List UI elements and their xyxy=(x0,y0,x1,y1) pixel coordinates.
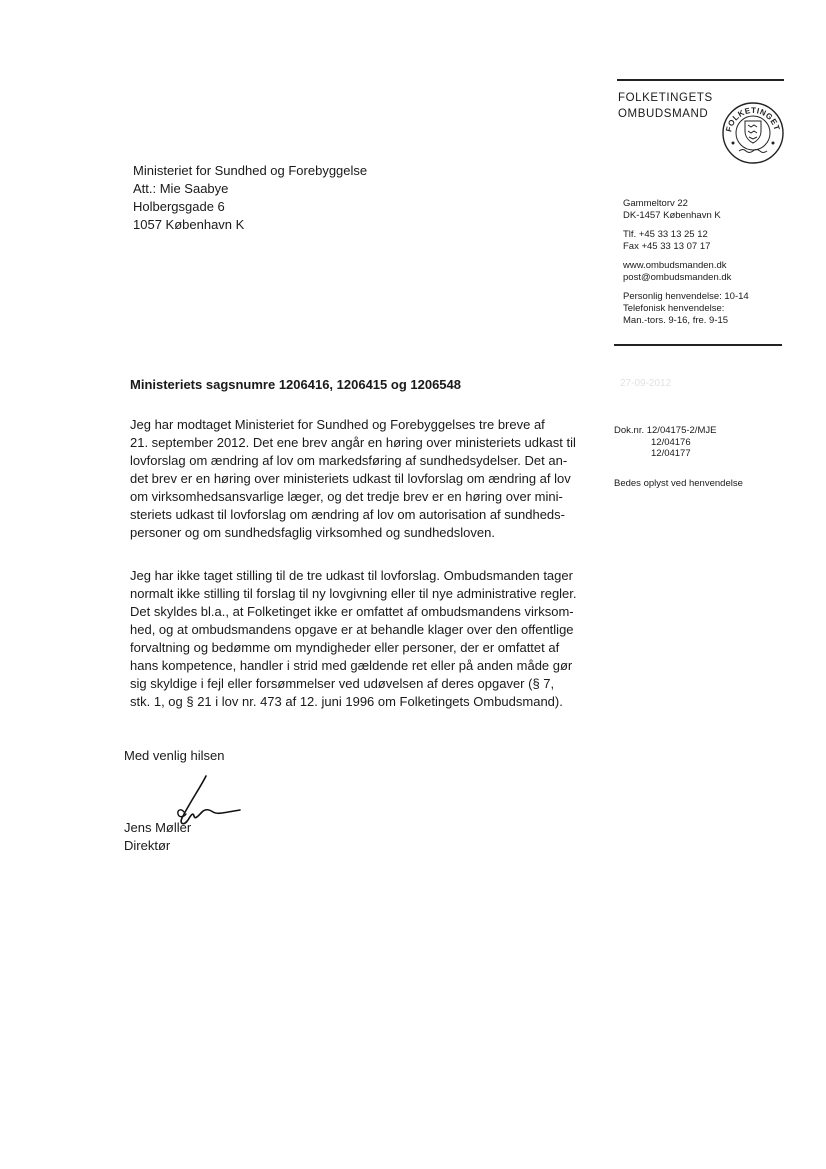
recipient-line: Att.: Mie Saabye xyxy=(133,181,229,196)
svg-text:FOLKETINGET: FOLKETINGET xyxy=(724,105,782,133)
body-line: sig skyldige i fejl eller forsømmelser ved udøvelsen af deres opgaver (§ 7, xyxy=(130,676,555,691)
organization-name xyxy=(618,90,713,122)
org-name-line1: FOLKETINGETS xyxy=(618,92,713,104)
body-line: 21. september 2012. Det ene brev angår en høring over ministeriets udkast til xyxy=(130,435,576,450)
sender-phone: Tlf. +45 33 13 25 12 xyxy=(623,229,708,240)
body-line: Jeg har ikke taget stilling til de tre udkast til lovforslag. Ombudsmanden tager xyxy=(130,568,573,583)
letterhead-top-rule xyxy=(617,79,784,81)
sender-website: www.ombudsmanden.dk xyxy=(623,260,727,271)
body-line: Det skyldes bl.a., at Folketinget ikke er omfattet af ombudsmandens virksom- xyxy=(130,604,574,619)
body-line: hed, og at ombudsmandens opgave er at behandle klager over den offentlige xyxy=(130,622,574,637)
reference-line: 12/04176 xyxy=(651,436,691,448)
document-reference xyxy=(614,425,716,460)
date-stamp: 27-09-2012 xyxy=(620,378,672,389)
signer-name: Jens Møller xyxy=(124,820,192,835)
closing-phrase: Med venlig hilsen xyxy=(124,748,225,763)
body-line: lovforslag om ændring af lov om markedsføring af sundhedsydelser. Det an- xyxy=(130,453,568,468)
recipient-line: 1057 København K xyxy=(133,217,245,232)
sender-contact-block xyxy=(623,198,749,334)
body-line: om virksomhedsansvarlige læger, og det tredje brev er en høring over mini- xyxy=(130,489,563,504)
office-hours: Telefonisk henvendelse: xyxy=(623,303,725,314)
body-line: Jeg har modtaget Ministeriet for Sundhed og Forebyggelses tre breve af xyxy=(130,417,545,432)
sender-address: DK-1457 København K xyxy=(623,210,721,221)
body-paragraph-1 xyxy=(130,416,600,542)
body-line: forvaltning og bedømme om myndigheder eller personer, der er omfattet af xyxy=(130,640,560,655)
recipient-line: Holbergsgade 6 xyxy=(133,199,225,214)
office-hours: Personlig henvendelse: 10-14 xyxy=(623,291,749,302)
signer-title: Direktør xyxy=(124,838,171,853)
sender-fax: Fax +45 33 13 07 17 xyxy=(623,241,711,252)
letterhead-bottom-rule xyxy=(614,344,782,346)
body-line: normalt ikke stilling til forslag til ny lovgivning eller til nye administrative regler. xyxy=(130,586,577,601)
signer-block xyxy=(124,819,191,855)
body-line: hans kompetence, handler i strid med gældende ret eller på anden måde gør xyxy=(130,658,573,673)
parliament-seal-logo xyxy=(721,101,785,165)
office-hours: Man.-tors. 9-16, fre. 9-15 xyxy=(623,315,729,326)
sender-address: Gammeltorv 22 xyxy=(623,198,688,209)
body-line: stk. 1, og § 21 i lov nr. 473 af 12. juni 1996 om Folketingets Ombudsmand). xyxy=(130,694,563,709)
body-line: personer og om sundhedsfaglig virksomhed og sundhedsloven. xyxy=(130,525,495,540)
body-line: det brev er en høring over ministeriets udkast til lovforslag om ændring af lov xyxy=(130,471,571,486)
reference-note: Bedes oplyst ved henvendelse xyxy=(614,478,743,489)
sender-email: post@ombudsmanden.dk xyxy=(623,272,732,283)
letter-subject: Ministeriets sagsnumre 1206416, 1206415 og 1206548 xyxy=(130,377,461,392)
recipient-line: Ministeriet for Sundhed og Forebyggelse xyxy=(133,163,368,178)
reference-line: Dok.nr. 12/04175-2/MJE xyxy=(614,425,717,436)
org-name-line2: OMBUDSMAND xyxy=(618,108,709,120)
body-paragraph-2 xyxy=(130,567,600,711)
recipient-address xyxy=(133,162,367,234)
body-line: steriets udkast til lovforslag om ændring af lov om autorisation af sundheds- xyxy=(130,507,565,522)
reference-line: 12/04177 xyxy=(651,448,691,459)
